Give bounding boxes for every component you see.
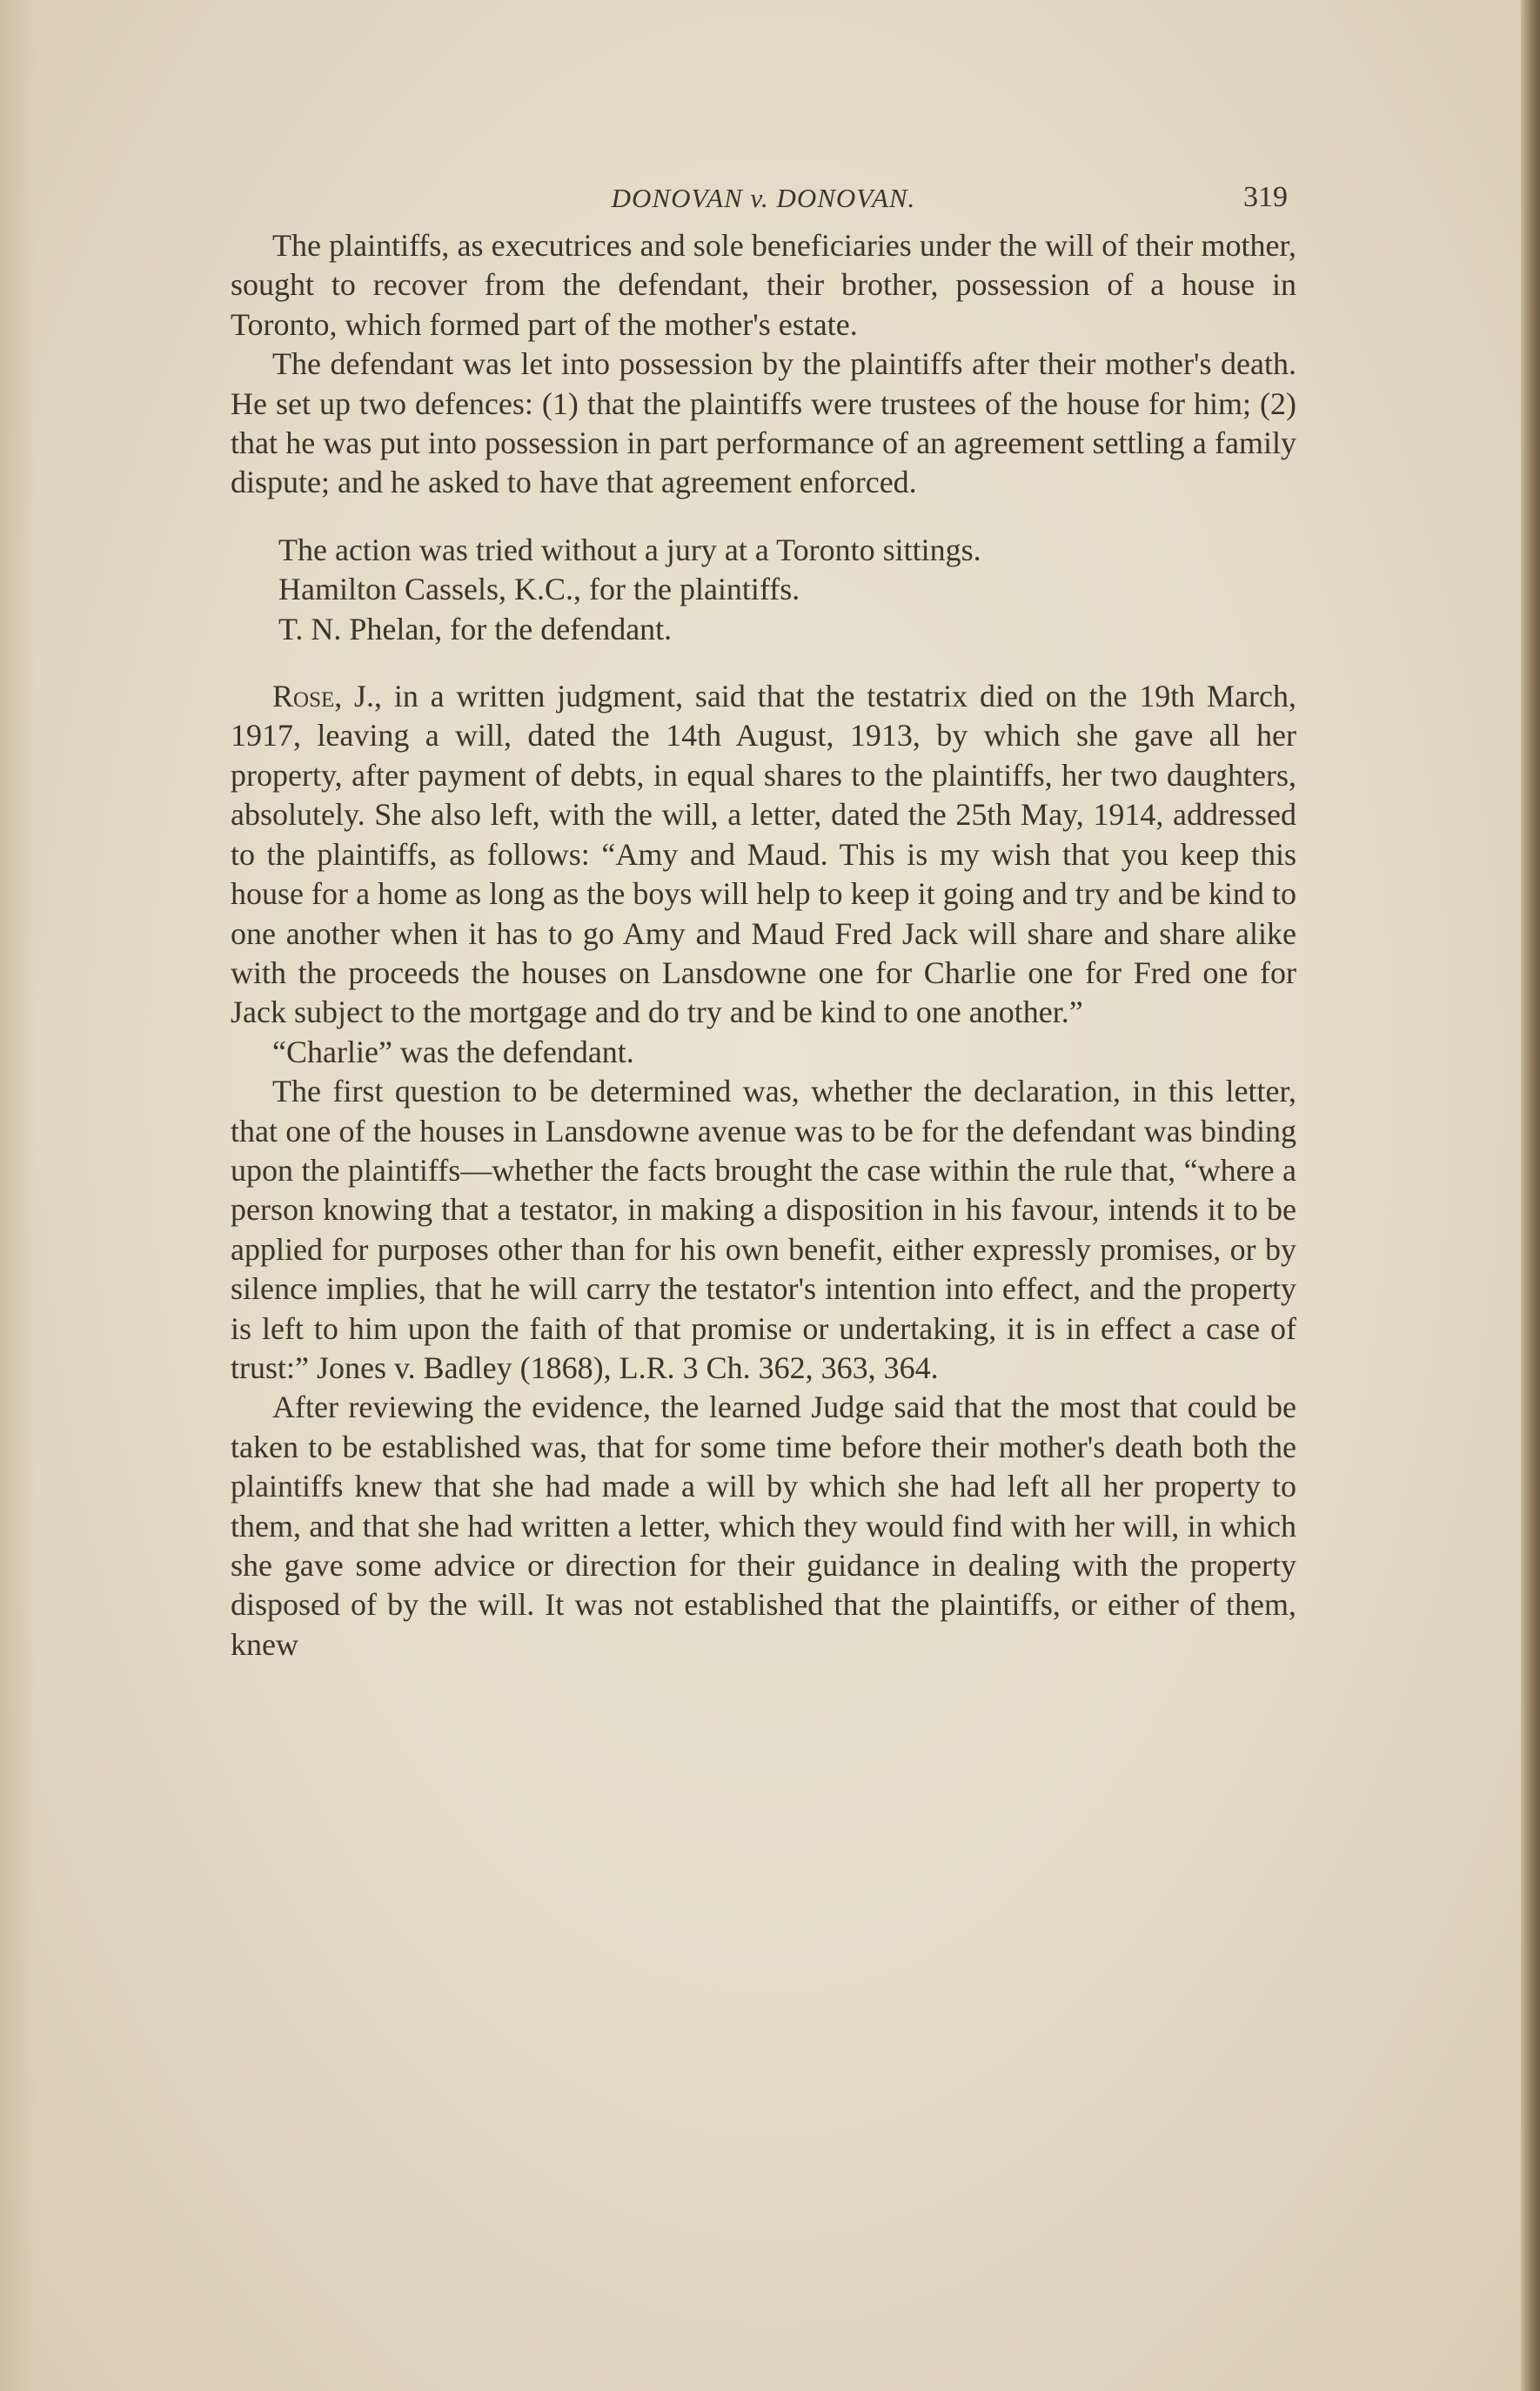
page-number: 319 — [1243, 181, 1288, 213]
judgment-opening — [231, 677, 1296, 1033]
running-head — [231, 174, 1296, 226]
headnote — [231, 226, 1296, 503]
headnote-paragraph: The plaintiffs, as executrices and sole beneficiaries under the will of their mother, sought to recover from the defendant, their brother, possession of a house in Toronto, which formed part of the mother's estate. — [231, 228, 1296, 342]
trial-info — [231, 531, 1296, 649]
trial-venue: The action was tried without a jury at a Toronto sittings. — [278, 532, 981, 567]
page-content — [231, 174, 1296, 1664]
judgment-paragraph: “Charlie” was the defendant. — [272, 1034, 634, 1069]
judgment — [231, 677, 1296, 1664]
page-right-edge — [1521, 0, 1540, 2391]
judgment-opening-text: , J., in a written judgment, said that the testatrix died on the 19th March, 1917, leaving a will, dated the 14th August, 1913, by which she gave all her property, after payment of debts, in equal shares to the plaintiffs, her two daughters, absolutely. She also left, with the will, a letter, dated the 25th May, 1914, addressed to the plaintiffs, as follows: “Amy and Maud. This is my wish that you keep this house for a home as long as the boys will help to keep it going and try and be kind to one another when it has to go Amy and Maud Fred Jack will share and share alike with the proceeds the houses on Lansdowne one for Charlie one for Fred one for Jack subject to the mortgage and do try and be kind to one another.” — [231, 679, 1296, 1030]
judgment-paragraph: The first question to be determined was, whether the declaration, in this letter, that one of the houses in Lansdowne avenue was to be for the defendant was binding upon the plaintiffs—whether the facts brought the case within the rule that, “where a person knowing that a testator, in making a disposition in his favour, intends it to be applied for purposes other than for his own benefit, either expressly promises, or by silence implies, that he will carry the testator's intention into effect, and the property is left to him upon the faith of that promise or undertaking, it is in effect a case of trust:” Jones v. Badley (1868), L.R. 3 Ch. 362, 363, 364. — [231, 1074, 1296, 1385]
counsel-defendant: T. N. Phelan, for the defendant. — [278, 611, 673, 646]
judge-name: Rose — [272, 679, 335, 714]
headnote-paragraph: The defendant was let into possession by the plaintiffs after their mother's death. He set up two defences: (1) that the plaintiffs were trustees of the house for him; (2) that he was put into possession in part performance of an agreement settling a family dispute; and he asked to have that agreement enforced. — [231, 346, 1296, 500]
page-left-shadow — [0, 0, 35, 2391]
judgment-paragraph: After reviewing the evidence, the learned Judge said that the most that could be taken to be established was, that for some time before their mother's death both the plaintiffs knew that she had made a will by which she had left all her property to them, and that she had written a letter, which they would find with her will, in which she gave some advice or direction for their guidance in dealing with the property disposed of by the will. It was not established that the plaintiffs, or either of them, knew — [231, 1390, 1296, 1662]
counsel-plaintiffs: Hamilton Cassels, K.C., for the plaintiffs. — [278, 572, 800, 607]
running-title: DONOVAN v. DONOVAN. — [611, 183, 916, 213]
